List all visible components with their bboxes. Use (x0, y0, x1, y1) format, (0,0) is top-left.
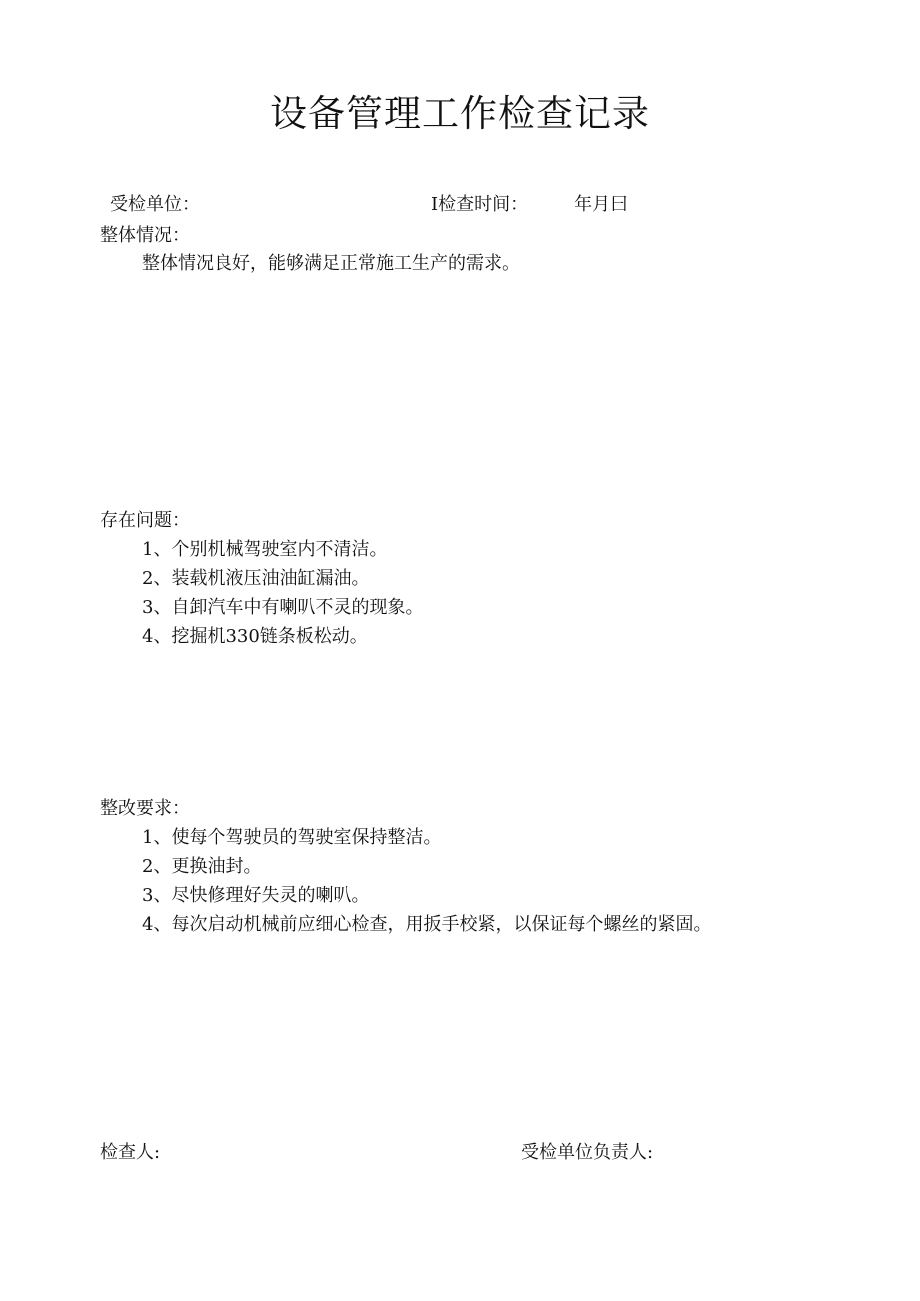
rectification-item: 1、使每个驾驶员的驾驶室保持整洁。 (142, 827, 442, 848)
inspector-signature-label: 检查人: (100, 1142, 161, 1163)
problem-item: 1、个别机械驾驶室内不清洁。 (142, 539, 388, 560)
rectification-item: 2、更换油封。 (142, 856, 262, 877)
date-suffix: 年月曰 (574, 194, 629, 215)
problem-item: 4、挖掘机330链条板松动。 (142, 626, 368, 647)
rectification-item: 3、尽快修理好失灵的喇叭。 (142, 885, 370, 906)
inspection-info-row (110, 192, 628, 218)
inspected-unit-label: 受检单位： (110, 194, 200, 215)
problem-item: 2、装载机液压油油缸漏油。 (142, 568, 370, 589)
document-title: 设备管理工作检查记录 (270, 92, 650, 135)
overall-content: 整体情况良好，能够满足正常施工生产的需求。 (142, 253, 520, 274)
problem-item: 3、自卸汽车中有喇叭不灵的现象。 (142, 597, 424, 618)
rectification-item: 4、每次启动机械前应细心检查，用扳手校紧，以保证每个螺丝的紧固。 (142, 914, 712, 935)
inspection-time-label: I检查时间： (431, 194, 529, 215)
unit-responsible-signature-label: 受检单位负责人: (521, 1142, 654, 1163)
overall-heading: 整体情况： (100, 225, 190, 246)
problems-heading: 存在问题： (100, 510, 190, 531)
rectification-heading: 整改要求： (100, 798, 190, 819)
